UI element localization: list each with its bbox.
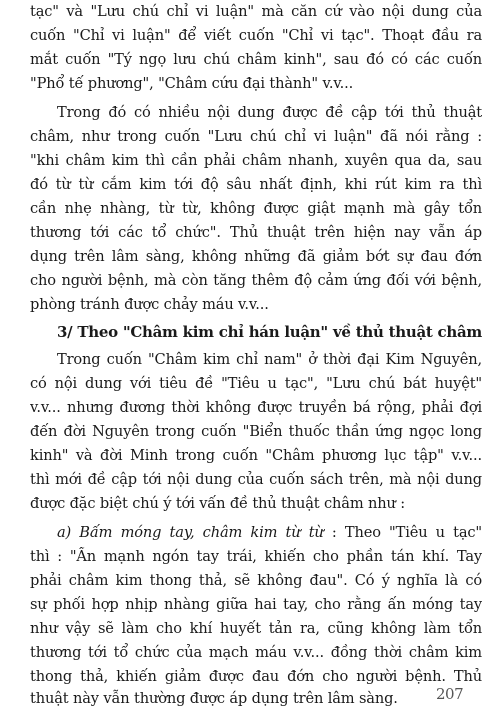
paragraph-line: được đặc biệt chú ý tới vấn đề thủ thuật châm như : — [30, 495, 406, 512]
paragraph-line: thuật này vẫn thường được áp dụng trên lâm sàng. — [30, 690, 398, 707]
paragraph-line: cần nhẹ nhàng, từ từ, không được giật mạnh mà gây tổn — [30, 200, 482, 217]
paragraph-line: đến đời Nguyên trong cuốn "Biển thuốc thần ứng ngọc long — [30, 423, 482, 440]
paragraph-line: thong thả, khiến giảm được đau đớn cho người bệnh. Thủ — [30, 668, 482, 685]
paragraph-line: Trong cuốn "Châm kim chỉ nam" ở thời đại Kim Nguyên, — [57, 351, 482, 368]
paragraph-line: mắt cuốn "Tý ngọ lưu chú châm kinh", sau đó có các cuốn — [30, 51, 482, 68]
paragraph-line: tạc" và "Lưu chú chỉ vi luận" mà căn cứ vào nội dung của — [30, 3, 482, 20]
paragraph-line: thì mới đề cập tới nội dung của cuốn sách trên, mà nội dung — [30, 471, 482, 488]
subsection-text: : Theo "Tiêu u tạc" — [331, 524, 482, 541]
paragraph-line: như vậy sẽ làm cho khí huyết tản ra, cũng không làm tổn — [30, 620, 482, 637]
paragraph-line: có nội dung với tiêu đề "Tiêu u tạc", "Lưu chú bát huyệt" — [30, 375, 482, 392]
paragraph-line: phòng tránh được chảy máu v.v... — [30, 296, 269, 313]
paragraph-line: đó từ từ cắm kim tới độ sâu nhất định, khi rút kim ra thì — [30, 176, 482, 193]
paragraph-line: "Phổ tế phương", "Châm cứu đại thành" v.v... — [30, 75, 354, 92]
section-heading: 3/ Theo "Châm kim chỉ hán luận" về thủ thuật châm — [57, 323, 482, 341]
paragraph-line: kinh" và đời Minh trong cuốn "Châm phương lục tập" v.v... — [30, 447, 482, 464]
paragraph-line: "khi châm kim thì cần phải châm nhanh, xuyên qua da, sau — [30, 152, 482, 169]
subsection-title: a) Bấm móng tay, châm kim từ từ — [57, 524, 324, 541]
paragraph-line: phải châm kim thong thả, sẽ không đau". Có ý nghĩa là có — [30, 572, 482, 589]
paragraph-line: dụng trên lâm sàng, không những đã giảm bớt sự đau đớn — [30, 248, 482, 265]
page-number: 207 — [436, 685, 464, 703]
paragraph-line: cuốn "Chỉ vi luận" để viết cuốn "Chỉ vi tạc". Thoạt đầu ra — [30, 27, 482, 44]
paragraph-line: châm, như trong cuốn "Lưu chú chỉ vi luận" đã nói rằng : — [30, 128, 482, 145]
paragraph-line: cho người bệnh, mà còn tăng thêm độ cảm ứng đối với bệnh, — [30, 272, 482, 289]
paragraph-line: sự phối hợp nhịp nhàng giữa hai tay, cho rằng ấn móng tay — [30, 596, 482, 613]
paragraph-line — [57, 523, 482, 543]
paragraph-line: Trong đó có nhiều nội dung được đề cập tới thủ thuật — [57, 104, 482, 121]
paragraph-line: thương tới các tổ chức". Thủ thuật trên hiện nay vẫn áp — [30, 224, 482, 241]
paragraph-line: thì : "Ấn mạnh ngón tay trái, khiến cho phần tán khí. Tay — [30, 548, 482, 565]
paragraph-line: thương tới tổ chức của mạch máu v.v... đồng thời châm kim — [30, 644, 482, 661]
paragraph-line: v.v... nhưng đương thời không được truyền bá rộng, phải đợi — [30, 399, 482, 416]
